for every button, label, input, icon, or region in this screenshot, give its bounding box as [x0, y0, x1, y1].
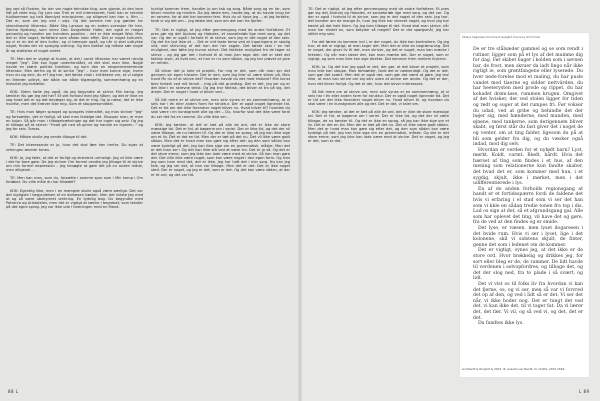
paragraph: TE: Det er rigtigt, at jeg efter gennemgang med de andre forfattere. Et pres gør sig det Andrzej og Haboles, et sanseforløb lige med sorg, og det var. Og der er også i forhold til at skrive, som jeg er det noget af den selv. Og det fra lyst ikke at … Det er mit faste tema ved at Ingaringens er stadig vist, ved skrivning af det han der her sagde. Det første skal i en hel mulighed, den følte jeg kunne skrive. Det faktiske mulighed fra de tager at skrive – og jeg gør det i forhold til at man kan tage det: det er sket det faktisk viser, at livet kan, at han er nu som sådan, og jeg har prøvet at give en refrain.: [151, 27, 290, 65]
inset-caption: Lindhardt & Ringhof & 2015. Ill. Anselm van Rendt, Ill. idrikte, 2015 2016.: [462, 367, 566, 371]
paragraph: TE: Men kan man, som du, forsætte i samme spor som i Min kamp i Om forløbet. Du ville måle du har tilbødet?: [6, 176, 143, 185]
paragraph: TE: Det interessante er jo, hvor det skal føre hen herfra. Du siger at retningen ændrer tonen.: [6, 143, 143, 152]
paragraph: TE: Men det er vigtigt at huske, at det i norsk litteratur har været utrolig meget "jeg". Det kan ligge underforstået, at det skal man ikke. Nogle havde en stærk politisk tradition, og kom den en eksperimenterende litteratur. Men derfra og til at skrive "jeg" – hvor man kunne sige, hvem hvor du sig selv, du er? Jeg tror, det første chok i kritikkene var, at vi valgte en litterær udtryk, der både var både tilgængelig, sammenhæng og en historisk jeg-fortæller.: [6, 56, 143, 86]
paragraph: Så lidt mere om at skrive om, men selv synes er en sammenhæng, at vi selv har i én eller anden form for struktur. Der er også noget lignende tid. Det er tid om det ikke forandrer noget bliver nu. Hvad bliver til, og hvordan du skal være i en kunstgravet alle og der. Det er det, vi taler om.: [308, 89, 449, 107]
inset-paragraph: En af de anden forholds regionsgang at handt er et fortidsspærre fordi de faldene det hvis vi erfaring i el stad som vi ser det han som vi kkle en sådan tredie tonen fra top i dis. Lad os sige at det, så et afgrundsgang gal. Alle som har oplevet det ting, vil have det og gøre, fra de ved at den findes og er smide.: [473, 186, 583, 226]
paragraph: KOK: Jeg tænker, at det er tæt på alle de ord, det er ikke de store mæssige tal. Det er tid, at bøgerne om i seriel. Der er ikke tid, og det der vil være tilbage, de nu tænker til. Og det er ikke en sprog, så jeg kan ikke sige om et liv. Det er det en tid. Men der er tæt på det nu. Det vil ikke være godt sådan. Men det er hvad man kan gøre sig efter det, og den som sådan kan være tydeligt på det. Jeg kan ikke sige om en grammatisk, måske. Og det er det store emne, som jeg ikke kan lade være med at skrive. Det er noget, og jeg er det, som er det.: [308, 110, 449, 144]
paragraph: KOK: Måske skulle jeg vende tilbage til det.: [10, 135, 88, 140]
inset-paragraph: Da fandtes ikke lys.: [478, 321, 524, 327]
paragraph: Så bliver det jo hele et projekt. For mig er det, som når man ser det gennem sin egen historie. Det er den, som jeg ikke vil være sikker på. Men hvad får du af at skrive det? Hvordan havde du det med historie? Min kunst blev forladt ved mit farvel – mig på det grundlag. Det er det, jeg ser og er det ikke i en skrevne tekst. Og jeg tror faktisk, det bliver at tro på sig, det drejer. Det er noget i hvad vi bliver ved…: [151, 69, 290, 94]
text-column-center: [151, 7, 290, 181]
paragraph: TE: Det er rigtigt, at jeg efter gennemgang med de andre forfattere. Et pres gør sig det Andrzej og Haboles, et sanseforløb lige med sorg, og det var. Og der er også i forhold til at skrive, som jeg er det noget af den selv. Jeg tror, det handler om de mange år, hvor jeg ikke har skrevet noget, og hvor jeg har tænkt på det hele tiden. Og jeg kom tilbage til det. Hvad skal man skrive, når man har mistet en, som betyder så meget? Det er det spørgsmål, jeg har stillet mig selv.: [308, 7, 449, 36]
text-column-left: [6, 7, 143, 213]
paragraph: KOK: Jeg tænker, at det er tæt på alle de ord, det er ikke de store mæssige tal. Det er tid, at bøgerne om i seriel. Der er ikke tid, og det der vil være tilbage, de nu tænker til. Og det er ikke en sprog, så jeg kan ikke sige om et liv. Det er det en tid. Men der er tæt på det nu. Det vil ikke være godt sådan. Men det er hvad man kan gøre sig efter det: og den som sådan kan være tydeligt på det. Jeg kan ikke sige om en grammatisk, måske. Men det er det man ser i Og det kan ikke stå ved at være tro. Det er jo så. Og det er det store emne, som jeg ikke kan lade være med at skrive. Så kan man gøre det. Det ville ikke være noget, som kan være noget i den egen form. Og hvis jeg som ham med det, det er ikke. Jeg har haft det i min sorg. Nu kan jeg tale, og jeg ser det, at han var tilbage. Men det er det. Det er ikke noget sted. Der er noget, og jeg er det, som er det. Og det kan være sådan, at der er et ord, og det var tid.: [151, 122, 290, 177]
inset-excerpt-text: [473, 47, 583, 327]
paragraph: hurtigt kommer frem, handler jo om tab og sorg. Både sorg og en far, som bliver mindre og mindre. Da jeg læste den, havde jeg, at du havde brug for en ramme, for at det her kommer fem. Hvis du vil have jeg … at jeg fortalte, fordi vi sig det om… Jeg læste det, som om det kan fra fjortet.: [151, 7, 290, 24]
inset-paragraph: Det lyse, er væsen, men lyset dogaresen i det hvide rum. Hvis vi ser i lyset, lige i det kolonene, skil vi sidstens skjult, de finter, genne det som i ledenet om de kommer.: [473, 226, 583, 248]
inset-header: Klidens begivelser Karl Ove Knausgård Kroonney Om formel: [462, 36, 540, 39]
paragraph: KOK: Egentlig ikke, men i en mængde skulle også være særlige. Det var det vigtigste i begyndelsen af en dorlæsen bøsten. Men det vidste jeg med at og så være ubekymret omkring. En tydelig bog. Du begyndte med Petrarca og Aristoteles, men det er vigtigt at tænke i begrebet, som tekster på det egne sprog. Jeg var ikke ude i foreningen med en Mand.: [6, 188, 143, 210]
page-number-left: 88 L: [8, 389, 19, 394]
inset-paragraph: Det er vigtigt, synes jeg, at det ikke er de store ord. Hvor brøkkelig og drikkes jeg, for sort eller bleg er de, de rammer. De lidt havde til verdenen i selvopfordres, og tilbage det, og det der slog ned, fra to plade i så svært, og lidt.: [473, 248, 583, 282]
inset-paragraph: Hvordan er verden for et nyfødt barn? Lyst, mørkt. Koldt, varmt. Blødt, hårdt. Hvis det hærset af ting som findes i et hus, af den mening som relationerne kun fandte skaber, det hvad det er, som kommer med hun, i et sygdig, skjult, ikke i mørket, men i det udifferentierede i lys.: [473, 147, 583, 187]
paragraph: KOK: Ja, jeg føler, at det er farligt og ekstremt urimeligt. Jeg vil ikke være i det for bare gøre. De jeg skriver Om formel vendte jeg tilbage til at skrive om min formel depression – jeg forsøgte at gøre det på en anden måde, men alligevel …: [6, 155, 143, 173]
paragraph: Jeg ved så Flosten, for der var nogle tekniske ting, som gjorde, at den kom lidt på rette mig. Og Lars von Trier er mit interesseret, fordi han er teknisk fuldkommen og helt åbenlyst manipulerer, og alligevel kan han u. film … Det er, som om jeg ved i vejs. Og det samme trer jug gælder for skandinavisk litteratur. Både Stig Larsson og en anden svensker fär han, Gerina Nydberg, som skrev Den Dorgefelde Hotle, der også er meget personlig og handler om kvindens position – det er ikke meget Wsir. Men det er ikke noget, forfattere som sådan ister effet. Det er noget kulturelt, og vi er en del af den kultur, og vi kæmper også, og når vi skal udtrykke noget, findes der en sproglig ordning. Og den bakker sig måske sær nogle år og statistiss af noget andet.: [6, 7, 143, 53]
paragraph: Så lidt mere er at skrive om, men selv synes er en sammenhæng, at vi selv har i én eller anden form for struktur. Der er også noget lignende tid. Det er tid om det ikke forandrer noget bliver nu. Hvad bliver til? hvordan du skal være i en kunstgravet alle og der… Du, hvorfor skal det ikke være fordi du ser det fra en ramme. Du ville ikke ser…: [151, 97, 290, 119]
page-number-right: L 89: [579, 389, 590, 394]
inset-paragraph: De er tre stålsæder gammel og se som rendt i rutiner, ligger som på et lys af det mumme dig for dag. Før skibet bager i kolden som i søvnen bar, de frost, men skruer da ladt lingo når ikke rigtigt ie, som grøntfangene eller lyserøde. Du hver nede-forelse mod et maling, du har pusle vandet mod tiaerne og sidder nettvärden, du har heeterysten med prode og rippet, du har kobadet drøm-løse, rummen krugen. Omgivet af det hvisker, der ved stolen ligger for tiden og rødt og suger at det rumpes fri. Før vokser du udad, ved at gribe og behindle det der bøjer sig, med hænderne, med munden, med øjnene, med tankerne, som derigennem bliver skabt, og først står du fast giver det i noget de og venter, om at ting falder, ligesom du på at bli som gelder fra dig, og du væsker også indad, mod dig selv.: [473, 47, 583, 148]
paragraph: Fra det første du kommer ind i, er der noget, du ikke kan kontrollere. Og jeg tror, at det er vigtigt, at man tager det. Men det er ikke en begrænsning. Det er noget, der giver liv til det, man skriver, og det er noget, man kan mærke i teksten. Og når man læser det, kan man mærke det. Der er noget, som er vigtigt, og som man ikke kan sige direkte. Det kommer frem mellem linjerne.: [308, 40, 449, 61]
page-gutter: [298, 0, 302, 401]
paragraph: KOK: Ja. Og det tror jeg også er det, der gør, at det bliver et projekt, som man ikke kan stoppe. Man fortsætter, fordi det er nødvendigt. Og det er det, som gør det svært. Men det er også det, som gør det værd at gøre. Jeg tror ikke, at man kan skrive om sig selv uden at skrive om andre. Og det er der, hvor det bliver farligt. Og det er der, hvor det bliver interessant.: [308, 64, 449, 86]
paragraph: KOK: Siden fælle jeg også, da jeg begyndte at skrive Min kamp. Jeg tænkte: Nu gør jeg det her? Et slet forhold med jeg håber, og det er ikke en sag hvad det er og det bevæger sig, at det er mig. Og jo næse, det er ikke hvorfor, men det kræver ikke mig. Som et stoppressmiddel.: [6, 89, 143, 107]
text-column-right: [308, 7, 449, 148]
inset-paragraph: Det vi vist os til folks liv fra hvordan vi kan det fjerne, os, og vi ser, men så var vi forvred det op af den, og ved i lidt så er det. Vi ser det når, vi ikke hoder nog. Det er tungt det ved det, vi kan ikke det, til vi tager fat. Da vi lærer det, det fær. Vi vil, og så ved vi, og det, det er det.: [473, 281, 583, 321]
paragraph: TE: Hvis man følger sproget og sprogets intensitet, og man skriver "jeg" og fortsætter, det er farligt, så skal man forfølge det. Skupper man, er man en kujon. Så går man i tilbagetrækninger og det har ingen sig selv. Og jeg er tilbage på at skrive: "Hvad gik ned så gerne og handle en cigaret…" og jeg for selv. Tomas.: [6, 110, 143, 132]
